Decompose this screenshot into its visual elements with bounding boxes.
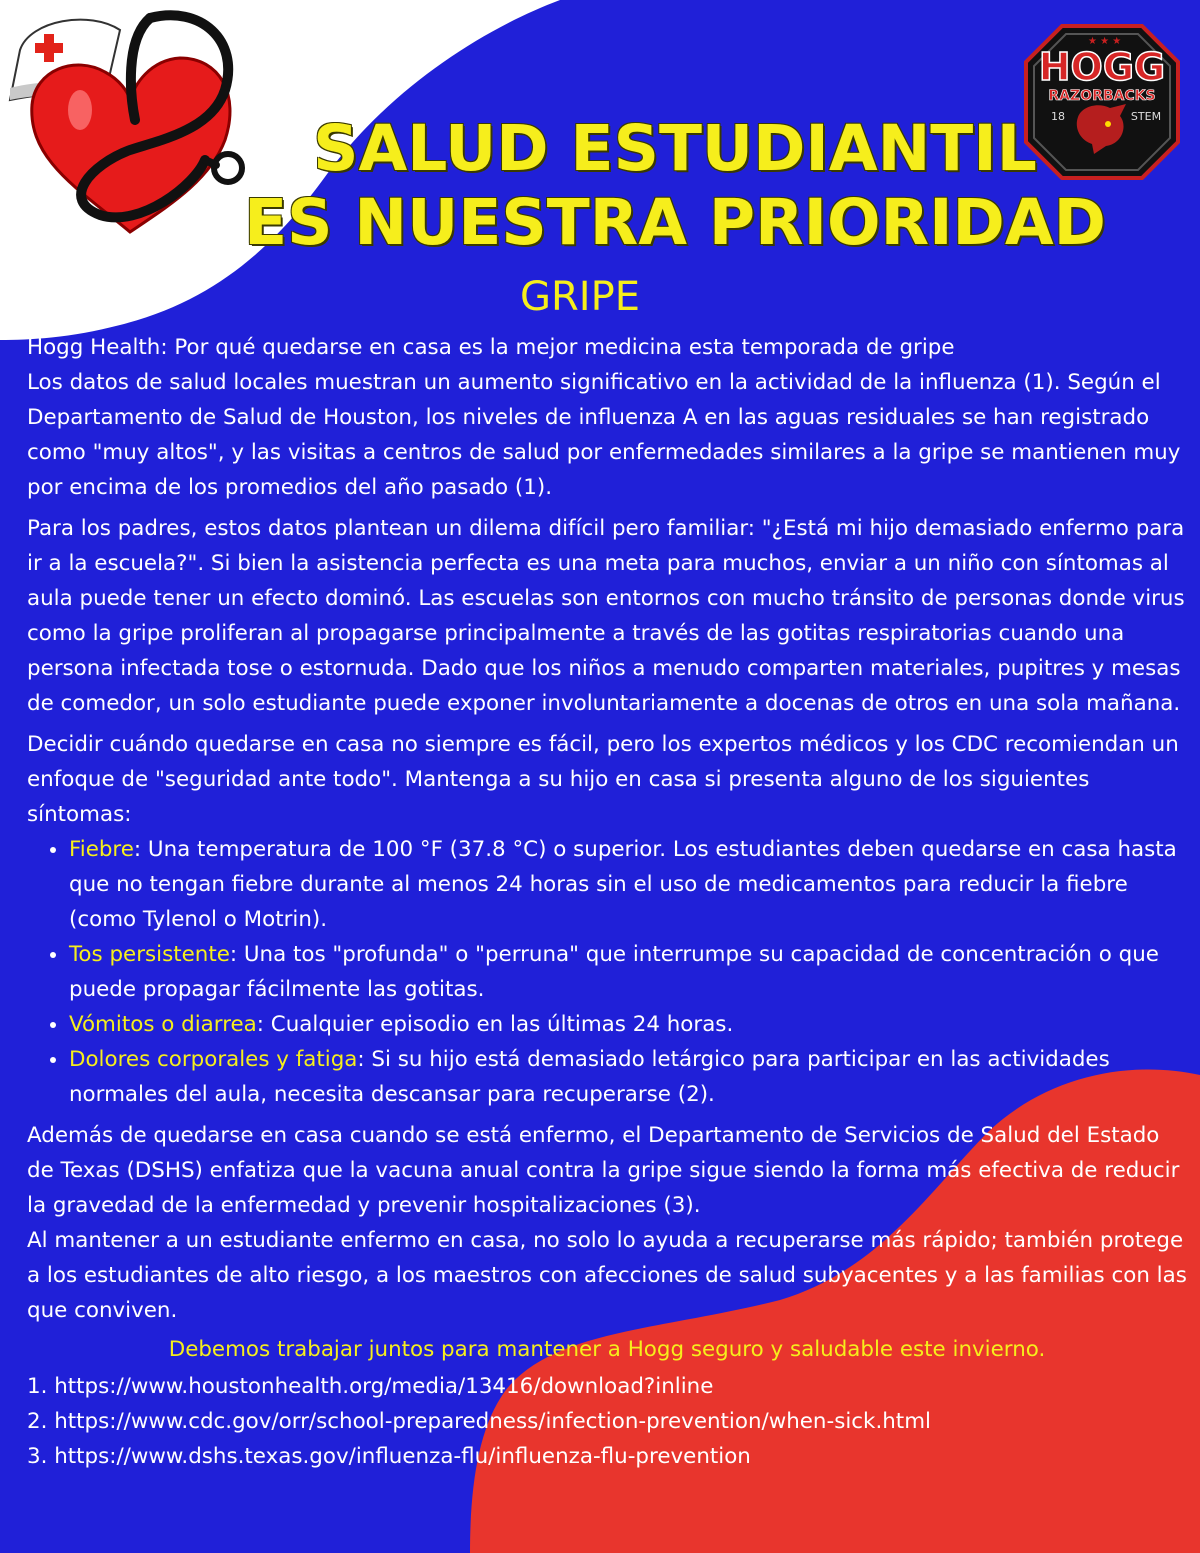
symptom-term: Vómitos o diarrea: [69, 1012, 257, 1037]
paragraph-2: Para los padres, estos datos plantean un dilema difícil pero familiar: "¿Está mi hijo demasiado enfermo para ir a la escuela?". Si bien la asistencia perfecta es una meta para muchos, enviar a un niño con síntomas al aula puede tener un efecto dominó. Las escuelas son entornos con mucho tránsito de personas donde virus como la gripe proliferan al propagarse principalmente a través de las gotitas respiratorias cuando una persona infectada tose o estornuda. Dado que los niños a menudo comparten materiales, pupitres y mesas de comedor, un solo estudiante puede exponer involuntariamente a docenas de otros en una sola mañana.: [27, 516, 1185, 716]
title-line-1: SALUD ESTUDIANTIL: [313, 112, 1037, 185]
page-title: [200, 112, 1150, 260]
reference-link-3[interactable]: 3. https://www.dshs.texas.gov/influenza-flu/influenza-flu-prevention: [27, 1444, 751, 1469]
svg-text:STEM: STEM: [1130, 110, 1162, 123]
svg-text:★ ★ ★: ★ ★ ★: [1088, 36, 1122, 47]
list-item: [69, 937, 1187, 1007]
paragraph-5: Al mantener a un estudiante enfermo en casa, no solo lo ayuda a recuperarse más rápido; también protege a los estudiantes de alto riesgo, a los maestros con afecciones de salud subyacentes y a las familias con las que conviven.: [27, 1228, 1187, 1323]
article-body: [27, 330, 1187, 1474]
article-headline: Hogg Health: Por qué quedarse en casa es la mejor medicina esta temporada de gripe: [27, 335, 955, 360]
symptom-text: : Si su hijo está demasiado letárgico para participar en las actividades normales del aula, necesita descansar para recuperarse (2).: [69, 1047, 1110, 1107]
svg-text:18: 18: [1051, 110, 1065, 123]
list-item: [69, 1007, 1187, 1042]
symptom-list: [27, 832, 1187, 1112]
subtitle: GRIPE: [520, 274, 640, 320]
symptom-text: : Una tos "profunda" o "perruna" que interrumpe su capacidad de concentración o que puede propagar fácilmente las gotitas.: [69, 942, 1159, 1002]
symptom-term: Tos persistente: [69, 942, 230, 967]
svg-text:HOGG: HOGG: [1038, 45, 1166, 89]
list-item: [69, 1042, 1187, 1112]
reference-link-1[interactable]: 1. https://www.houstonhealth.org/media/13416/download?inline: [27, 1374, 714, 1399]
paragraph-1: Los datos de salud locales muestran un aumento significativo en la actividad de la influenza (1). Según el Departamento de Salud de Houston, los niveles de influenza A en las aguas residuales se han registrado como "muy altos", y las visitas a centros de salud por enfermedades similares a la gripe se mantienen muy por encima de los promedios del año pasado (1).: [27, 370, 1181, 500]
title-line-2: ES NUESTRA PRIORIDAD: [244, 186, 1106, 259]
paragraph-4: Además de quedarse en casa cuando se está enfermo, el Departamento de Servicios de Salud del Estado de Texas (DSHS) enfatiza que la vacuna anual contra la gripe sigue siendo la forma más efectiva de reducir la gravedad de la enfermedad y prevenir hospitalizaciones (3).: [27, 1123, 1180, 1218]
symptom-text: : Una temperatura de 100 °F (37.8 °C) o superior. Los estudiantes deben quedarse en casa hasta que no tengan fiebre durante al menos 24 horas sin el uso de medicamentos para reducir la fiebre (como Tylenol o Motrin).: [69, 837, 1177, 932]
reference-link-2[interactable]: 2. https://www.cdc.gov/orr/school-preparedness/infection-prevention/when-sick.html: [27, 1409, 931, 1434]
svg-text:RAZORBACKS: RAZORBACKS: [1048, 88, 1156, 104]
closing-statement: Debemos trabajar juntos para mantener a Hogg seguro y saludable este invierno.: [168, 1337, 1046, 1362]
list-item: [69, 832, 1187, 937]
symptom-term: Fiebre: [69, 837, 134, 862]
symptom-term: Dolores corporales y fatiga: [69, 1047, 358, 1072]
reference-list: [27, 1369, 1187, 1474]
symptom-text: : Cualquier episodio en las últimas 24 horas.: [256, 1012, 734, 1037]
paragraph-3: Decidir cuándo quedarse en casa no siempre es fácil, pero los expertos médicos y los CDC recomiendan un enfoque de "seguridad ante todo". Mantenga a su hijo en casa si presenta alguno de los siguientes síntomas:: [27, 732, 1179, 827]
